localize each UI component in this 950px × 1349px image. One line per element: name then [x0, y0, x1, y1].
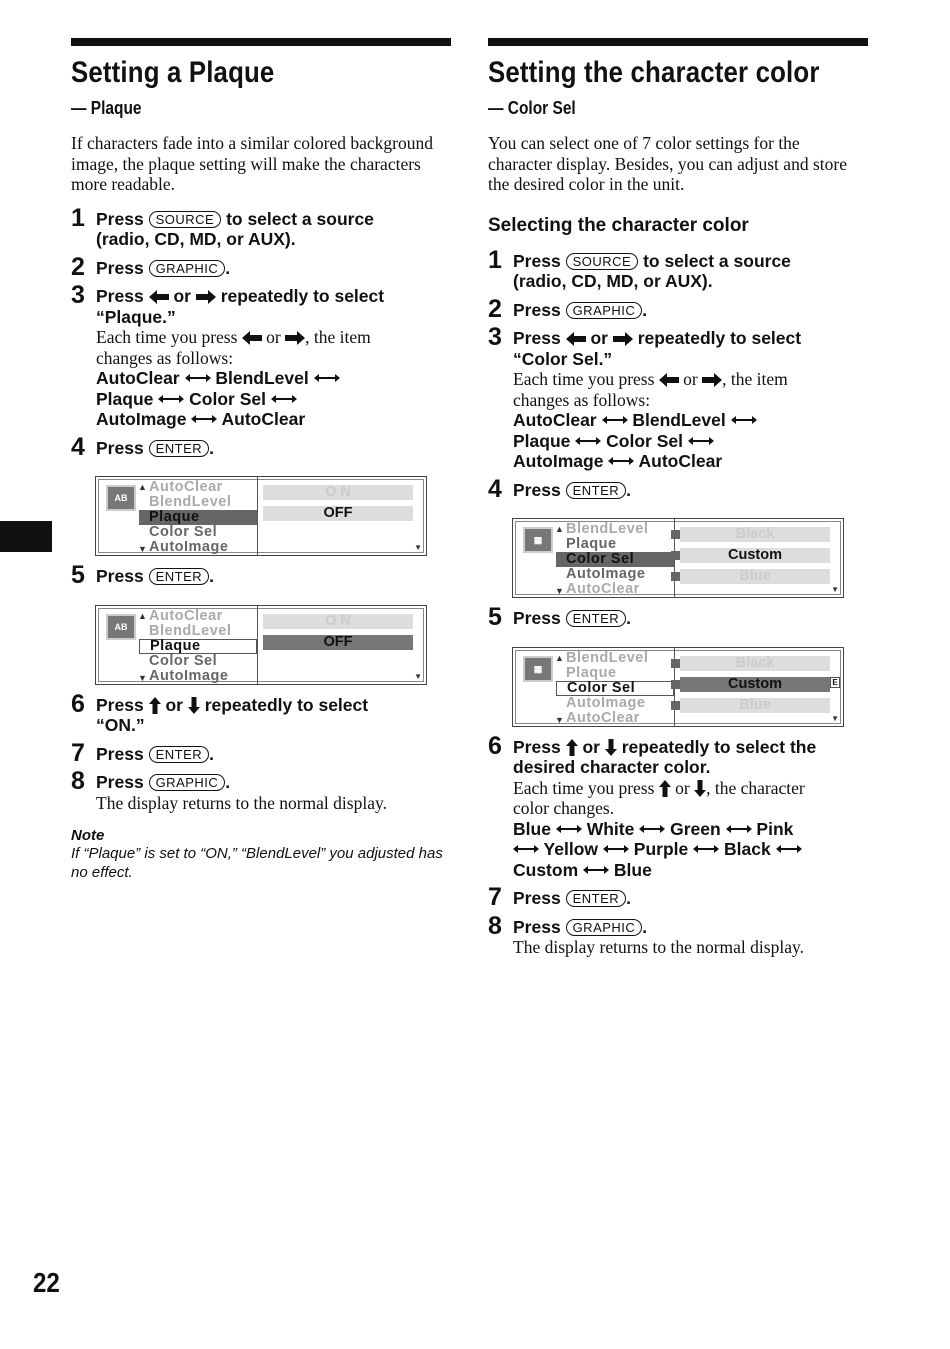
color-option: Blue: [680, 698, 830, 713]
menu-item: ▲ AutoClear: [138, 607, 223, 624]
down-arrow-icon: [694, 780, 706, 797]
menu-item-selected: Plaque: [139, 639, 257, 654]
lcd-screen-color-2: [512, 647, 844, 727]
body-text: changes as follows:: [513, 389, 651, 410]
step-text: .: [209, 743, 214, 764]
up-arrow-icon: [566, 739, 578, 756]
step-number: 7: [488, 883, 502, 911]
subsection-heading: Selecting the character color: [488, 214, 749, 236]
menu-item: Plaque: [566, 536, 617, 552]
step-number: 2: [488, 294, 502, 323]
step-text: repeatedly to select: [637, 328, 802, 348]
double-arrow-icon: [271, 394, 297, 404]
left-arrow-icon: [149, 290, 169, 304]
scroll-down-icon: ▼: [555, 586, 565, 596]
double-arrow-icon: [185, 373, 211, 383]
source-key: SOURCE: [566, 253, 639, 270]
step-text: “Color Sel.”: [513, 348, 613, 369]
step-text: .: [626, 608, 631, 628]
step-5: [71, 561, 451, 589]
body-text: Each time you press: [513, 777, 655, 798]
step-text: “Plaque.”: [96, 306, 176, 327]
step-text: Press: [513, 479, 561, 500]
scroll-down-icon: ▼: [138, 672, 148, 683]
menu-item: BlendLevel: [149, 622, 232, 639]
right-arrow-icon: [196, 290, 216, 304]
step-text: desired character color.: [513, 757, 711, 777]
scroll-down-icon: ▼: [831, 713, 839, 723]
body-text: The display returns to the normal display.: [513, 937, 804, 957]
double-arrow-icon: [556, 824, 582, 834]
menu-item: ▼ AutoClear: [555, 709, 640, 726]
enter-key: ENTER: [149, 440, 210, 457]
lcd-screen-plaque-1: [95, 476, 427, 556]
body-text: color changes.: [513, 798, 615, 818]
step-number: 8: [71, 767, 85, 795]
step-text: Press: [96, 743, 144, 764]
left-arrow-icon: [566, 332, 586, 346]
step-7: [71, 738, 451, 767]
option-off: OFF: [263, 506, 413, 521]
body-text: Each time you press: [513, 369, 655, 389]
menu-item: Plaque: [566, 664, 617, 681]
section-tab-marker: [0, 521, 52, 552]
step-2: [488, 294, 868, 323]
item-sequence: AutoClear BlendLevel Plaque Color Sel AutoImage AutoClear: [96, 368, 451, 430]
down-arrow-icon: [188, 697, 200, 714]
option-list: [680, 527, 830, 590]
graphic-key: GRAPHIC: [149, 774, 226, 791]
scroll-up-icon: ▲: [138, 610, 148, 621]
scroll-down-icon: ▼: [414, 543, 422, 552]
step-text: .: [209, 566, 214, 586]
section-rule: [71, 38, 451, 46]
step-1: [71, 203, 451, 250]
double-arrow-icon: [776, 844, 802, 854]
scroll-down-icon: ▼: [414, 671, 422, 681]
section-subtitle: — Plaque: [71, 98, 142, 118]
menu-item: Color Sel: [149, 652, 218, 669]
step-7: [488, 883, 868, 911]
step-text: Press: [513, 299, 561, 320]
step-text: Press: [96, 437, 144, 458]
step-3: [488, 323, 868, 472]
double-arrow-icon: [158, 394, 184, 404]
lcd-screen-color-1: [512, 518, 844, 598]
up-arrow-icon: [149, 697, 161, 714]
step-5: [488, 603, 868, 631]
step-text: repeatedly to select the: [621, 736, 817, 757]
step-number: 5: [71, 561, 85, 589]
step-4: [488, 474, 868, 503]
body-text: , the item: [722, 369, 788, 389]
menu-item: BlendLevel: [149, 494, 232, 510]
step-text: .: [642, 916, 648, 937]
right-arrow-icon: [613, 332, 633, 346]
step-2: [71, 252, 451, 281]
body-text: or: [266, 327, 281, 347]
color-option-current: Custom E: [680, 677, 830, 692]
plaque-mode-icon: AB: [106, 614, 136, 640]
step-text: (radio, CD, MD, or AUX).: [96, 229, 296, 249]
step-text: Press: [513, 328, 561, 348]
step-number: 2: [71, 252, 85, 281]
body-text: or: [683, 369, 698, 389]
menu-item-selected: Color Sel: [556, 552, 674, 567]
enter-key: ENTER: [566, 890, 627, 907]
right-column: [488, 38, 868, 958]
step-text: to select a source: [226, 208, 374, 229]
menu-list: [556, 651, 674, 726]
body-text: , the item: [305, 327, 371, 347]
menu-list: [139, 480, 257, 555]
step-text: Press: [513, 736, 561, 757]
color-swatch-icon: [671, 530, 680, 539]
source-key: SOURCE: [149, 211, 222, 228]
color-swatch-icon: [671, 701, 680, 710]
step-text: to select a source: [643, 250, 791, 271]
lcd-screen-plaque-2: [95, 605, 427, 685]
menu-item: ▼ AutoClear: [555, 581, 640, 597]
step-text: repeatedly to select: [204, 694, 369, 715]
menu-item-selected: Plaque: [139, 510, 257, 525]
step-text: Press: [513, 916, 561, 937]
double-arrow-icon: [513, 844, 539, 854]
color-option-current: Custom: [680, 548, 830, 563]
step-number: 1: [488, 245, 502, 274]
option-on: O N: [263, 485, 413, 500]
menu-list: [139, 609, 257, 684]
step-number: 4: [71, 432, 85, 461]
scroll-down-icon: ▼: [555, 714, 565, 725]
option-off: OFF: [263, 635, 413, 650]
step-number: 7: [71, 738, 85, 767]
double-arrow-icon: [693, 844, 719, 854]
step-text: or: [582, 736, 600, 757]
enter-key: ENTER: [566, 482, 627, 499]
scroll-up-icon: ▲: [555, 524, 565, 534]
menu-list: [556, 522, 674, 597]
menu-item: Color Sel: [149, 524, 218, 540]
menu-item: AutoImage: [566, 566, 646, 582]
menu-item: ▼ AutoImage: [138, 539, 229, 555]
step-text: .: [225, 257, 231, 278]
option-list: [263, 485, 413, 527]
scroll-down-icon: ▼: [831, 585, 839, 594]
section-subtitle: — Color Sel: [488, 98, 576, 118]
menu-item: ▲ AutoClear: [138, 479, 223, 495]
scroll-up-icon: ▲: [138, 482, 148, 492]
page-number: 22: [33, 1267, 60, 1298]
double-arrow-icon: [191, 414, 217, 424]
double-arrow-icon: [314, 373, 340, 383]
step-text: Press: [96, 257, 144, 278]
step-number: 4: [488, 474, 502, 503]
left-column: [71, 38, 451, 882]
body-text: Each time you press: [96, 327, 238, 347]
option-on: O N: [263, 614, 413, 629]
double-arrow-icon: [602, 415, 628, 425]
step-text: repeatedly to select: [220, 286, 385, 306]
step-text: Press: [96, 286, 144, 306]
step-number: 3: [488, 323, 502, 351]
step-text: Press: [96, 566, 144, 586]
left-arrow-icon: [659, 373, 679, 387]
color-swatch-icon: [671, 572, 680, 581]
double-arrow-icon: [726, 824, 752, 834]
color-grid-icon: ▦: [523, 527, 553, 553]
step-text: Press: [513, 250, 561, 271]
double-arrow-icon: [688, 436, 714, 446]
menu-item: ▲ BlendLevel: [555, 521, 649, 537]
step-6: [488, 731, 868, 881]
step-text: .: [642, 299, 648, 320]
step-number: 1: [71, 203, 85, 232]
up-arrow-icon: [659, 780, 671, 797]
step-text: or: [165, 694, 183, 715]
scroll-up-icon: ▲: [555, 652, 565, 663]
option-list: [680, 654, 838, 719]
right-arrow-icon: [285, 331, 305, 345]
double-arrow-icon: [731, 415, 757, 425]
double-arrow-icon: [639, 824, 665, 834]
body-text: changes as follows:: [96, 347, 234, 368]
section-title: Setting a Plaque: [71, 56, 275, 89]
option-list: [263, 614, 413, 656]
body-text: The display returns to the normal display.: [96, 792, 387, 813]
menu-item-selected: Color Sel: [556, 681, 674, 696]
color-option: Blue: [680, 569, 830, 584]
menu-item: ▼ AutoImage: [138, 667, 229, 684]
step-text: Press: [513, 888, 561, 908]
step-3: [71, 281, 451, 430]
enter-key: ENTER: [149, 746, 210, 763]
step-text: .: [225, 772, 231, 792]
step-number: 5: [488, 603, 502, 631]
color-swatch-icon: [671, 680, 680, 689]
menu-item: ▲ BlendLevel: [555, 649, 649, 666]
enter-key: ENTER: [566, 610, 627, 627]
color-sequence: Blue White Green Pink Yellow Purple Black Custom Blue: [513, 819, 868, 881]
enter-key: ENTER: [149, 568, 210, 585]
item-sequence: AutoClear BlendLevel Plaque Color Sel AutoImage AutoClear: [513, 410, 868, 472]
step-number: 6: [71, 689, 85, 718]
color-grid-icon: ▦: [523, 656, 553, 682]
color-option: Black: [680, 527, 830, 542]
graphic-key: GRAPHIC: [566, 919, 643, 936]
step-4: [71, 432, 451, 461]
step-text: or: [173, 286, 191, 306]
step-text: (radio, CD, MD, or AUX).: [513, 271, 713, 291]
step-text: Press: [513, 608, 561, 628]
double-arrow-icon: [608, 456, 634, 466]
step-text: or: [590, 328, 608, 348]
scroll-down-icon: ▼: [138, 544, 148, 554]
intro-text: You can select one of 7 color settings for the character display. Besides, you can adjust and store the desired color in the unit.: [488, 133, 847, 194]
plaque-mode-icon: AB: [106, 485, 136, 511]
graphic-key: GRAPHIC: [566, 302, 643, 319]
section-rule: [488, 38, 868, 46]
step-number: 6: [488, 731, 502, 760]
color-option: Black: [680, 656, 830, 671]
double-arrow-icon: [583, 865, 609, 875]
step-text: .: [209, 437, 214, 458]
step-text: Press: [96, 694, 144, 715]
section-title: Setting the character color: [488, 56, 820, 89]
note-heading: Note: [71, 827, 105, 844]
enter-mark-icon: E: [830, 677, 840, 688]
step-6: [71, 689, 451, 736]
menu-item: AutoImage: [566, 694, 646, 711]
step-text: “ON.”: [96, 715, 145, 735]
step-text: Press: [96, 208, 144, 229]
step-number: 3: [71, 281, 85, 309]
right-arrow-icon: [702, 373, 722, 387]
note-text: If “Plaque” is set to “ON,” “BlendLevel” you adjusted has no effect.: [71, 845, 443, 881]
graphic-key: GRAPHIC: [149, 260, 226, 277]
double-arrow-icon: [575, 436, 601, 446]
step-text: Press: [96, 772, 144, 792]
double-arrow-icon: [603, 844, 629, 854]
down-arrow-icon: [605, 739, 617, 756]
color-swatch-icon: [671, 659, 680, 668]
intro-text: If characters fade into a similar colored background image, the plaque setting will make the characters more readable.: [71, 133, 433, 194]
step-text: .: [626, 888, 631, 908]
step-8: [488, 911, 868, 958]
step-text: .: [626, 479, 631, 500]
body-text: or: [675, 777, 690, 798]
body-text: , the character: [706, 777, 805, 798]
step-1: [488, 245, 868, 292]
left-arrow-icon: [242, 331, 262, 345]
step-8: [71, 767, 451, 813]
step-number: 8: [488, 911, 502, 940]
color-swatch-icon: [671, 551, 680, 560]
